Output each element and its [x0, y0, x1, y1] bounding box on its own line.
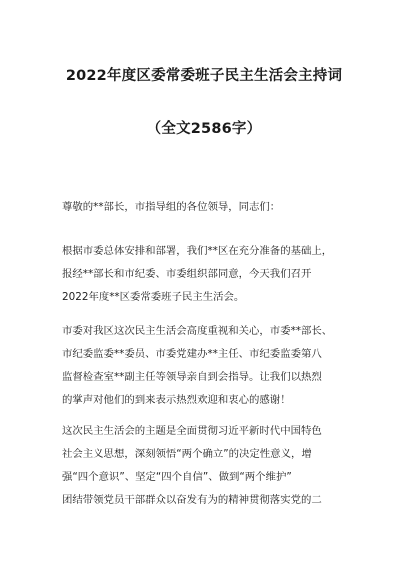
paragraph-line: 的掌声对他们的到来表示热烈欢迎和衷心的感谢！ — [62, 394, 291, 406]
paragraph-line: 这次民主生活会的主题是全面贯彻习近平新时代中国特色 — [62, 425, 322, 437]
paragraph-line: 根据市委总体安排和部署，我们**区在充分准备的基础上， — [62, 245, 333, 257]
paragraph-2 — [62, 320, 362, 412]
paragraph-line: 市纪委监委**委员、市委党建办**主任、市纪委监委第八 — [62, 348, 322, 360]
salutation — [62, 196, 362, 219]
salutation-line: 尊敬的**部长，市指导组的各位领导，同志们： — [62, 201, 281, 213]
paragraph-line: 社会主义思想，深刻领悟“两个确立”的决定性意义，增 — [62, 448, 312, 460]
paragraph-line: 强“四个意识”、坚定“四个自信”、做到“两个维护” — [62, 471, 292, 483]
paragraph-line: 监督检查室**副主任等领导亲自到会指导。让我们以热烈 — [62, 371, 322, 383]
paragraph-line: 报经**部长和市纪委、市委组织部同意，今天我们召开 — [62, 268, 312, 280]
paragraph-line: 2022年度**区委常委班子民主生活会。 — [62, 291, 245, 303]
document-title: 2022年度区委常委班子民主生活会主持词 — [65, 68, 343, 84]
paragraph-line: 团结带领党员干部群众以奋发有为的精神贯彻落实党的二 — [62, 494, 322, 506]
paragraph-1 — [62, 240, 362, 309]
document-subtitle: （全文2586字） — [146, 121, 262, 137]
paragraph-3 — [62, 420, 362, 512]
paragraph-line: 市委对我区这次民主生活会高度重视和关心，市委**部长、 — [62, 325, 333, 337]
